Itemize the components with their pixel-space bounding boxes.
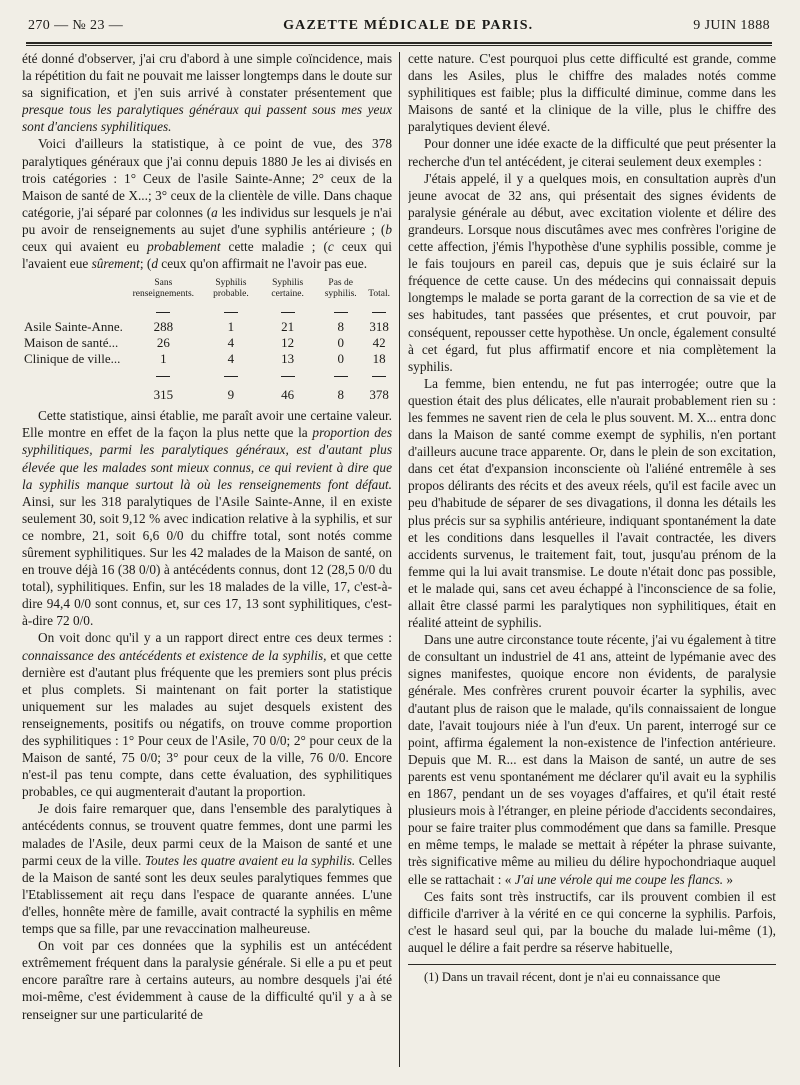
table-cell: 1 <box>227 319 235 335</box>
table-cell: 12 <box>281 335 295 351</box>
dash <box>281 312 295 313</box>
table-cell: 318 <box>369 319 389 335</box>
paragraph: cette nature. C'est pourquoi plus cette difficulté est grande, comme dans les Asiles, plus le chiffre des malades notés comme syphilitiques est faible; plus la difficulté diminue, comme dans les Maisons de santé et la clinique de la ville, plus le chiffre des paralytiques devient élevé. <box>408 51 776 135</box>
header-rule <box>26 42 772 44</box>
table-cell: 26 <box>156 335 170 351</box>
journal-title: GAZETTE MÉDICALE DE PARIS. <box>283 18 534 33</box>
table-row <box>22 351 392 367</box>
dash <box>334 376 348 377</box>
table-total-row <box>22 383 392 403</box>
table-cell: 4 <box>227 351 235 367</box>
paragraph: Voici d'ailleurs la statistique, à ce point de vue, des 378 paralytiques généraux que j'ai connu depuis 1880 Je les ai divisés en trois catégories : 1° Ceux de l'asile Sainte-Anne; 2° ceux de la Maison de santé de X...; 3° ceux de la clientèle de ville. Dans chaque catégorie, j'ai séparé par colonnes (a les individus sur lesquels je n'ai pu avoir de renseignements au sujet d'une syphilis antérieure ; (b ceux qui avaient eu probablement cette maladie ; (c ceux qui l'avaient eue sûrement; (d ceux qu'on affirmait ne l'avoir pas eue. <box>22 136 392 272</box>
table-cell: 288 <box>153 319 174 335</box>
dash <box>224 312 238 313</box>
paragraph: On voit par ces données que la syphilis est un antécédent extrêmement fréquent dans la paralysie générale. Si elle a pu et peut encore paraître rare à certains auteurs, au nombre desquels j'ai été moi-même, c'est évidemment à cause de la difficulté qu'il y a à se renseigner sur une particularité de <box>22 938 392 1022</box>
statistics-table <box>22 278 392 403</box>
footnote: (1) Dans un travail récent, dont je n'ai eu connaissance que <box>424 969 721 984</box>
table-cell: 18 <box>372 351 386 367</box>
page-number: 270 — № 23 — <box>28 18 124 33</box>
table-cell: 1 <box>160 351 167 367</box>
dash <box>224 376 238 377</box>
table-cell: 9 <box>227 387 235 403</box>
table-cell: 0 <box>337 335 344 351</box>
dash <box>372 376 386 377</box>
table-cell: 8 <box>337 387 344 403</box>
column-divider <box>399 52 400 1067</box>
issue-date: 9 JUIN 1888 <box>693 18 770 33</box>
dash <box>156 376 170 377</box>
header-rule-thin <box>26 45 772 46</box>
row-label: Asile Sainte-Anne. <box>24 319 123 335</box>
table-dash-row <box>22 367 392 383</box>
table-row <box>22 335 392 351</box>
table-cell: 0 <box>337 351 344 367</box>
table-cell: 42 <box>372 335 386 351</box>
table-cell: 13 <box>281 351 295 367</box>
paragraph: La femme, bien entendu, ne fut pas interrogée; outre que la question était des plus délicates, elle n'aurait probablement rien su : les femmes ne savent rien de cela le plus souvent. M. X... entra donc dans la Maison de santé comme exempt de syphilis, n'en portant d'ailleurs aucune trace apparente. Or, dans le plein de son excitation, dans cet état d'expansion inconsciente où l'aliéné entremêle à ses propos délirants des récits et des aveux réels, qu'il est facile avec un peu d'habitude de séparer de ses divagations, il donna les détails les plus précis sur sa syphilis antérieure, indiquant spontanément la date et les conditions dans lesquelles il l'avait contractée, les divers accidents survenus, le traitement fait, tout, jusqu'au prénom de la femme qui la lui avait transmise. Le doute n'était donc pas possible, et le malade qui, sans cet aveu échappé à l'inconscience de sa folie, allait être classé parmi les paralytiques non syphilitiques, était en réalité atteint de syphilis. <box>408 375 776 631</box>
paragraph: Cette statistique, ainsi établie, me paraît avoir une certaine valeur. Elle montre en effet de la façon la plus nette que la proportion des syphilitiques, parmi les paralytiques généraux, est d'autant plus élevée que les malades sont mieux connus, ce qui revient à dire que la syphilis manque surtout là où les renseignements font défaut. Ainsi, sur les 318 paralytiques de l'Asile Sainte-Anne, il en existe seulement 30, soit 9,12 % avec indication relative à la syphilis, et sur ce nombre, 21, soit 6,6 0/0 du chiffre total, sont notés comme sûrement syphilitiques. Sur les 42 malades de la Maison de santé, on en trouve déjà 16 (38 0/0) à antécédents connus, dont 12 (28,5 0/0 du total), syphilitiques. Enfin, sur les 18 malades de la ville, 17, c'est-à-dire 94,4 0/0 sont connus, et, sur ces 17, 13 sont syphilitiques, c'est-à-dire 72 0/0. <box>22 408 392 629</box>
page-header <box>28 18 770 40</box>
table-cell: 21 <box>281 319 295 335</box>
right-column <box>408 50 776 1080</box>
table-row <box>22 319 392 335</box>
dash <box>281 376 295 377</box>
left-column <box>22 50 392 1080</box>
table-cell: 46 <box>281 387 295 403</box>
row-label: Clinique de ville... <box>24 351 121 367</box>
table-header-row <box>22 278 392 303</box>
table-header: Pas de syphilis. <box>324 278 357 300</box>
table-header: Syphilis certaine. <box>271 278 304 300</box>
dash <box>334 312 348 313</box>
footnote-rule <box>408 964 776 965</box>
paragraph: Je dois faire remarquer que, dans l'ensemble des paralytiques à antécédents connus, se trouvent quatre femmes, dont une parmi les malades de l'Asile, deux parmi ceux de la Maison de santé et une parmi ceux de la ville. Toutes les quatre avaient eu la syphilis. Celles de la Maison de santé sont les deux seules paralytiques femmes que l'Etablissement ait reçu dans l'espace de quarante années. L'une d'elles, honnête mère de famille, avait contracté la syphilis en même temps que sa fille, par une revaccination malheureuse. <box>22 801 392 937</box>
paragraph: On voit donc qu'il y a un rapport direct entre ces deux termes : connaissance des antécédents et existence de la syphilis, et que cette dernière est d'autant plus fréquente que les premiers sont plus précis et plus complets. Si maintenant on fait porter la statistique uniquement sur les malades au sujet desquels existent des renseignements, positifs ou négatifs, on trouve comme proportion des syphilitiques : 1° Pour ceux de l'Asile, 70 0/0; 2° pour ceux de la Maison de santé, 75 0/0; 3° pour ceux de la ville, 76 0/0. Encore n'est-il pas tenu compte, dans cette évaluation, des syphilitiques probables, ce qui augmenterait d'autant la proportion. <box>22 630 392 800</box>
paragraph: J'étais appelé, il y a quelques mois, en consultation auprès d'un jeune avocat de 32 ans, qui présentait des signes évidents de paralysie générale au début, avec excitation violente et délire des grandeurs. Lorsque nous discutâmes avec mes confrères l'origine de cette affection, j'émis l'hypothèse d'une syphilis possible, comme je le fais toujours en pareil cas, depuis que je suis éclairé sur la fréquence de cette cause. Un des médecins qui connaissait depuis longtemps le malade se porta garant de la correction de sa vie et de ses habitudes, tant passées que présentes, et crut pouvoir, par conséquent, repousser cette hypothèse. Un oncle, également consulté à cet égard, fut plus affirmatif encore et nia complètement la syphilis. <box>408 170 776 374</box>
table-cell: 8 <box>337 319 344 335</box>
table-header: Sans renseignements. <box>132 278 195 300</box>
dash <box>372 312 386 313</box>
table-header: Syphilis probable. <box>213 278 249 300</box>
paragraph: Pour donner une idée exacte de la difficulté que peut présenter la recherche d'un tel antécédent, je citerai seulement deux exemples : <box>408 136 776 169</box>
paragraph: Ces faits sont très instructifs, car ils prouvent combien il est difficile d'arriver à la vérité en ce qui concerne la syphilis. Parfois, c'est le hasard seul qui, par la bouche du malade lui-même (1), auquel le délire a fait perdre sa réserve habituelle, <box>408 888 776 955</box>
table-cell: 315 <box>153 387 174 403</box>
table-cell: 378 <box>369 387 389 403</box>
paragraph: été donné d'observer, j'ai cru d'abord à une simple coïncidence, mais la répétition du fait ne pouvait me laisser longtemps dans le doute sur sa signification, et j'en suis arrivé à constater présentement que presque tous les paralytiques généraux qui passent sous mes yeux sont d'anciens syphilitiques. <box>22 51 392 135</box>
table-dash-row <box>22 303 392 319</box>
table-cell: 4 <box>227 335 235 351</box>
table-header <box>22 278 125 303</box>
row-label: Maison de santé... <box>24 335 119 351</box>
paragraph: Dans une autre circonstance toute récente, j'ai vu également à titre de consultant un industriel de 41 ans, atteint de lypémanie avec des signes manifestes, quoique encore non évidents, de paralysie générale. Mes confrères crurent pouvoir écarter la syphilis, avec d'autant plus de raison que le malade, qu'ils connaissaient de longue date, l'avait toujours niée à l'un d'eux. Un parent, interrogé sur ce point, affirma également la non-existence de l'infection antérieure. Depuis que M. R... est dans la Maison de santé, un autre de ses parents est venu spontanément me déclarer qu'il avait eu la syphilis en 1867, pendant un de ses voyages d'affaires, et qu'il était resté plusieurs mois à l'étranger, en pleine période d'accidents secondaires, pour se faire traiter plus commodément que dans sa famille. Presque en même temps, le malade se mettait à répéter la phrase suivante, très significative même au milieu du délire hypochondriaque auquel elle se rattachait : « J'ai une vérole qui me coupe les flancs. » <box>408 632 776 887</box>
table-header: Total. <box>368 289 390 300</box>
dash <box>156 312 170 313</box>
